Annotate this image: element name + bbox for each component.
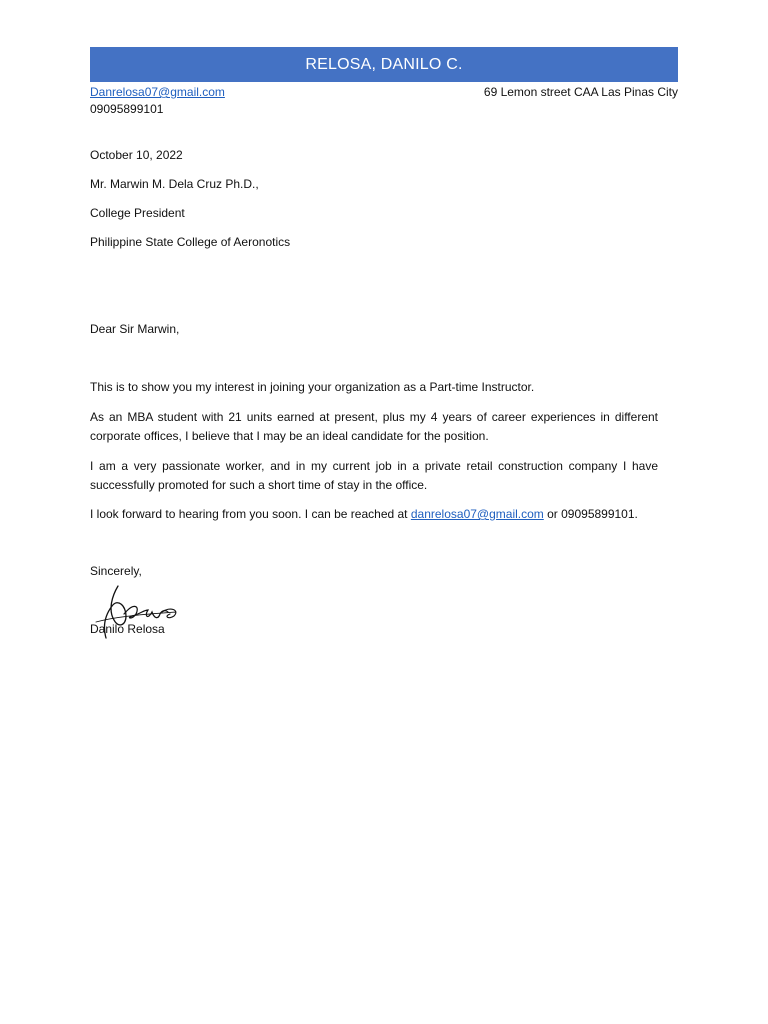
closing: Sincerely, [90,564,142,578]
paragraph-contact [90,505,658,524]
signer-name: Danilo Relosa [90,622,165,636]
inline-email-link[interactable]: danrelosa07@gmail.com [410,507,544,521]
contact-phone: 09095899101 [90,102,164,116]
paragraph-contact-suffix: or 09095899101. [543,507,638,521]
recipient-title: College President [90,206,185,220]
paragraph-contact-prefix: I look forward to hearing from you soon. I can be reached at [90,507,411,521]
header-name-banner [90,47,678,82]
header-name: RELOSA, DANILO C. [305,56,463,73]
salutation: Dear Sir Marwin, [90,322,180,336]
letter-date: October 10, 2022 [90,148,183,162]
recipient-organization: Philippine State College of Aeronotics [90,235,291,249]
contact-address: 69 Lemon street CAA Las Pinas City [483,85,678,99]
paragraph-work-ethic: I am a very passionate worker, and in my current job in a private retail construction company I have successfully promoted for such a short time of stay in the office. [90,459,658,492]
paragraph-interest: This is to show you my interest in joining your organization as a Part-time Instructor. [90,380,535,394]
paragraph-qualifications: As an MBA student with 21 units earned at present, plus my 4 years of career experiences in different corporate offices, I believe that I may be an ideal candidate for the position. [90,410,658,443]
recipient-name: Mr. Marwin M. Dela Cruz Ph.D., [90,177,259,191]
contact-email-link[interactable]: Danrelosa07@gmail.com [90,85,225,99]
